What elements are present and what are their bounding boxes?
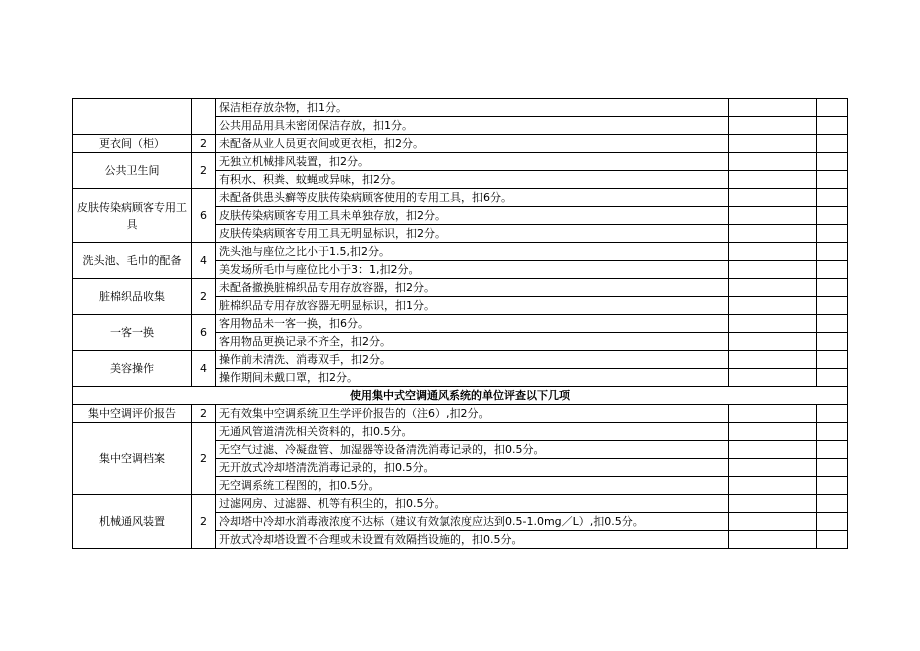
deduction-item: 过滤网房、过滤器、机等有积尘的，扣0.5分。 xyxy=(216,495,729,513)
table-row xyxy=(73,153,848,171)
deduction-item: 无通风管道清洗相关资料的，扣0.5分。 xyxy=(216,423,729,441)
deduction-item: 操作期间未戴口罩，扣2分。 xyxy=(216,369,729,387)
blank-cell xyxy=(817,153,848,171)
table-row xyxy=(73,405,848,423)
table-row xyxy=(73,423,848,441)
score-cell: 2 xyxy=(192,153,216,189)
blank-cell xyxy=(729,513,817,531)
deduction-item: 有积水、积粪、蚊蝇或异味，扣2分。 xyxy=(216,171,729,189)
score-cell: 2 xyxy=(192,423,216,495)
blank-cell xyxy=(817,135,848,153)
deduction-item: 开放式冷却塔设置不合理或未设置有效隔挡设施的，扣0.5分。 xyxy=(216,531,729,549)
deduction-item: 无空气过滤、冷凝盘管、加湿器等设备清洗消毒记录的，扣0.5分。 xyxy=(216,441,729,459)
section-title: 使用集中式空调通风系统的单位评查以下几项 xyxy=(73,387,848,405)
blank-cell xyxy=(817,441,848,459)
table-row xyxy=(73,135,848,153)
blank-cell xyxy=(729,459,817,477)
blank-cell xyxy=(817,315,848,333)
blank-cell xyxy=(817,189,848,207)
deduction-item: 无空调系统工程图的，扣0.5分。 xyxy=(216,477,729,495)
category-cell: 更衣间（柜） xyxy=(73,135,192,153)
table-row xyxy=(73,315,848,333)
deduction-item: 洗头池与座位之比小于1.5,扣2分。 xyxy=(216,243,729,261)
deduction-item: 未配备供患头癣等皮肤传染病顾客使用的专用工具，扣6分。 xyxy=(216,189,729,207)
blank-cell xyxy=(817,477,848,495)
blank-cell xyxy=(729,189,817,207)
blank-cell xyxy=(729,441,817,459)
deduction-item: 操作前未清洗、消毒双手，扣2分。 xyxy=(216,351,729,369)
blank-cell xyxy=(817,459,848,477)
blank-cell xyxy=(729,261,817,279)
deduction-item: 皮肤传染病顾客专用工具未单独存放，扣2分。 xyxy=(216,207,729,225)
blank-cell xyxy=(729,405,817,423)
blank-cell xyxy=(729,297,817,315)
blank-cell xyxy=(817,243,848,261)
score-cell: 4 xyxy=(192,243,216,279)
deduction-item: 冷却塔中冷却水消毒液浓度不达标（建议有效氯浓度应达到0.5-1.0mg／L）,扣0.5分。 xyxy=(216,513,729,531)
category-cell: 一客一换 xyxy=(73,315,192,351)
blank-cell xyxy=(817,207,848,225)
blank-cell xyxy=(817,117,848,135)
blank-cell xyxy=(817,369,848,387)
deduction-item: 保洁柜存放杂物，扣1分。 xyxy=(216,99,729,117)
blank-cell xyxy=(729,207,817,225)
blank-cell xyxy=(817,495,848,513)
category-cell: 皮肤传染病顾客专用工具 xyxy=(73,189,192,243)
category-cell: 机械通风装置 xyxy=(73,495,192,549)
table-row xyxy=(73,189,848,207)
score-cell: 2 xyxy=(192,135,216,153)
table-row xyxy=(73,243,848,261)
blank-cell xyxy=(729,117,817,135)
blank-cell xyxy=(729,243,817,261)
blank-cell xyxy=(817,531,848,549)
blank-cell xyxy=(817,351,848,369)
category-cell: 美容操作 xyxy=(73,351,192,387)
category-cell: 洗头池、毛巾的配备 xyxy=(73,243,192,279)
score-cell: 4 xyxy=(192,351,216,387)
deduction-item: 无开放式冷却塔清洗消毒记录的，扣0.5分。 xyxy=(216,459,729,477)
deduction-item: 未配备撤换脏棉织品专用存放容器，扣2分。 xyxy=(216,279,729,297)
table-body xyxy=(73,99,848,549)
deduction-item: 无有效集中空调系统卫生学评价报告的（注6）,扣2分。 xyxy=(216,405,729,423)
blank-cell xyxy=(729,369,817,387)
deduction-item: 公共用品用具未密闭保洁存放，扣1分。 xyxy=(216,117,729,135)
blank-cell xyxy=(817,171,848,189)
blank-cell xyxy=(817,333,848,351)
deduction-item: 脏棉织品专用存放容器无明显标识，扣1分。 xyxy=(216,297,729,315)
blank-cell xyxy=(729,495,817,513)
blank-cell xyxy=(817,297,848,315)
category-cell: 公共卫生间 xyxy=(73,153,192,189)
blank-cell xyxy=(817,279,848,297)
score-cell: 2 xyxy=(192,279,216,315)
blank-cell xyxy=(729,153,817,171)
table-row xyxy=(73,495,848,513)
deduction-item: 皮肤传染病顾客专用工具无明显标识，扣2分。 xyxy=(216,225,729,243)
table-row xyxy=(73,99,848,117)
blank-cell xyxy=(817,423,848,441)
score-cell: 6 xyxy=(192,189,216,243)
blank-cell xyxy=(817,513,848,531)
blank-cell xyxy=(729,99,817,117)
score-cell: 6 xyxy=(192,315,216,351)
blank-cell xyxy=(817,405,848,423)
table-row xyxy=(73,279,848,297)
blank-cell xyxy=(729,225,817,243)
deduction-item: 美发场所毛巾与座位比小于3：1,扣2分。 xyxy=(216,261,729,279)
blank-cell xyxy=(817,99,848,117)
deduction-item: 客用物品未一客一换，扣6分。 xyxy=(216,315,729,333)
blank-cell xyxy=(729,279,817,297)
category-cell: 集中空调评价报告 xyxy=(73,405,192,423)
blank-cell xyxy=(817,225,848,243)
deduction-item: 无独立机械排风装置，扣2分。 xyxy=(216,153,729,171)
deduction-item: 未配备从业人员更衣间或更衣柜，扣2分。 xyxy=(216,135,729,153)
blank-cell xyxy=(729,531,817,549)
blank-cell xyxy=(729,351,817,369)
blank-cell xyxy=(729,315,817,333)
inspection-table xyxy=(72,98,848,549)
score-cell xyxy=(192,99,216,135)
category-cell: 集中空调档案 xyxy=(73,423,192,495)
category-cell: 脏棉织品收集 xyxy=(73,279,192,315)
score-cell: 2 xyxy=(192,495,216,549)
category-cell xyxy=(73,99,192,135)
blank-cell xyxy=(729,135,817,153)
blank-cell xyxy=(817,261,848,279)
score-cell: 2 xyxy=(192,405,216,423)
section-row xyxy=(73,387,848,405)
blank-cell xyxy=(729,477,817,495)
table-row xyxy=(73,351,848,369)
blank-cell xyxy=(729,423,817,441)
blank-cell xyxy=(729,171,817,189)
blank-cell xyxy=(729,333,817,351)
deduction-item: 客用物品更换记录不齐全，扣2分。 xyxy=(216,333,729,351)
